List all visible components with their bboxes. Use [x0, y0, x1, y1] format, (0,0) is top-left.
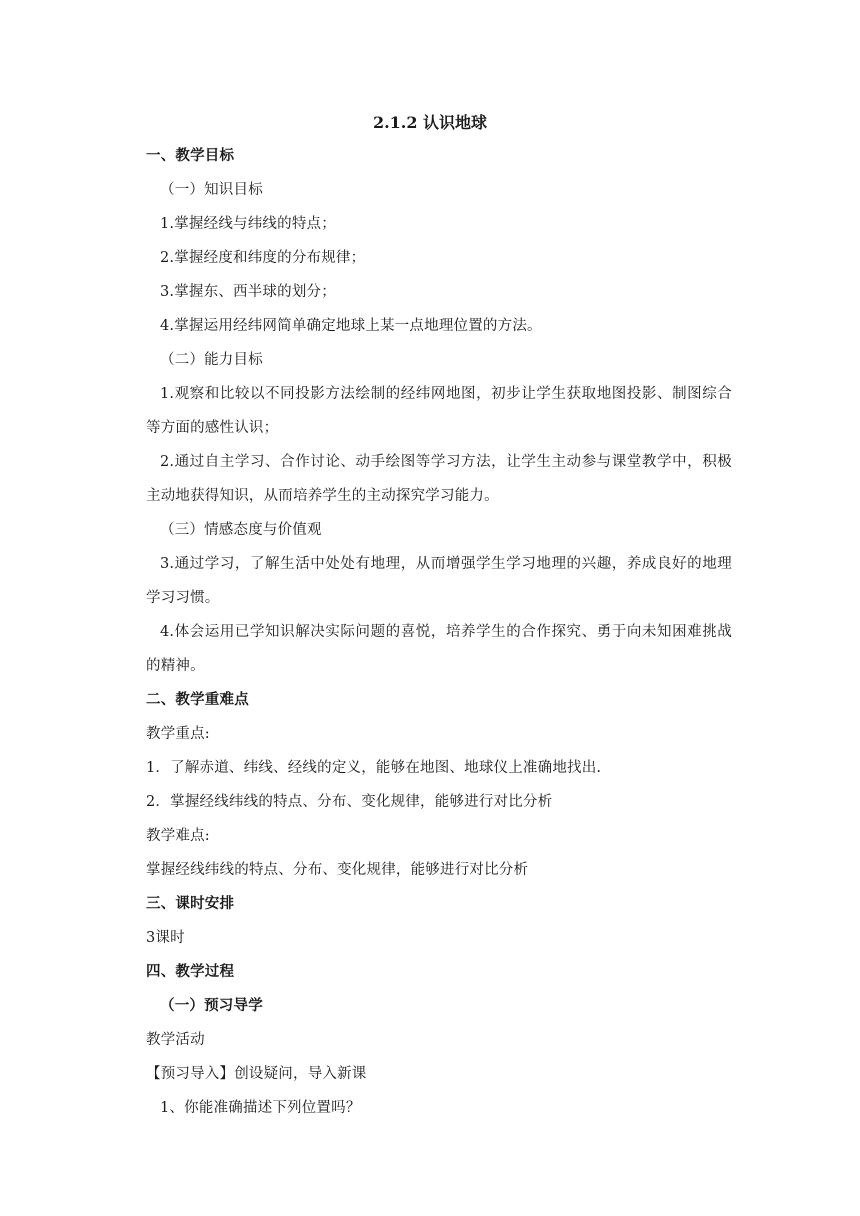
paragraph: 2.通过自主学习、合作讨论、动手绘图等学习方法，让学生主动参与课堂教学中，积极 — [160, 454, 732, 470]
paragraph: 2．掌握经线纬线的特点、分布、变化规律，能够进行对比分析 — [146, 794, 553, 810]
document-title: 2.1.2 认识地球 — [372, 113, 488, 132]
paragraph: 1.掌握经线与纬线的特点； — [160, 216, 336, 232]
paragraph: 3.通过学习，了解生活中处处有地理，从而增强学生学习地理的兴趣，养成良好的地理 — [160, 556, 732, 572]
paragraph: 4.体会运用已学知识解决实际问题的喜悦，培养学生的合作探究、勇于向未知困难挑战 — [160, 624, 732, 640]
paragraph: 等方面的感性认识； — [146, 420, 279, 436]
paragraph: 主动地获得知识，从而培养学生的主动探究学习能力。 — [146, 488, 499, 504]
paragraph: 4.掌握运用经纬网简单确定地球上某一点地理位置的方法。 — [160, 318, 542, 334]
paragraph: 3课时 — [146, 930, 185, 946]
section-heading-schedule: 三、课时安排 — [146, 895, 235, 912]
paragraph: 3.掌握东、西半球的划分； — [160, 284, 336, 300]
subheading-preview: （一）预习导学 — [160, 997, 263, 1014]
paragraph: 教学重点: — [146, 726, 210, 742]
paragraph: 2.掌握经度和纬度的分布规律； — [160, 250, 366, 266]
paragraph: 学习习惯。 — [146, 590, 220, 606]
paragraph: 教学活动 — [146, 1032, 205, 1048]
section-heading-process: 四、教学过程 — [146, 963, 235, 980]
paragraph: 【预习导入】创设疑问，导入新课 — [146, 1066, 367, 1082]
paragraph: 1．了解赤道、纬线、经线的定义，能够在地图、地球仪上准确地找出. — [146, 760, 602, 776]
paragraph: 教学难点: — [146, 828, 210, 844]
paragraph: 的精神。 — [146, 658, 205, 674]
paragraph: 1.观察和比较以不同投影方法绘制的经纬网地图，初步让学生获取地图投影、制图综合 — [160, 386, 732, 402]
subheading-ability: （二）能力目标 — [160, 352, 263, 368]
paragraph: 1、你能准确描述下列位置吗？ — [160, 1100, 361, 1116]
section-heading-objectives: 一、教学目标 — [146, 147, 235, 164]
subheading-attitude: （三）情感态度与价值观 — [160, 522, 322, 538]
paragraph: 掌握经线纬线的特点、分布、变化规律，能够进行对比分析 — [146, 862, 529, 878]
section-heading-key-points: 二、教学重难点 — [146, 691, 249, 708]
subheading-knowledge: （一）知识目标 — [160, 182, 263, 198]
